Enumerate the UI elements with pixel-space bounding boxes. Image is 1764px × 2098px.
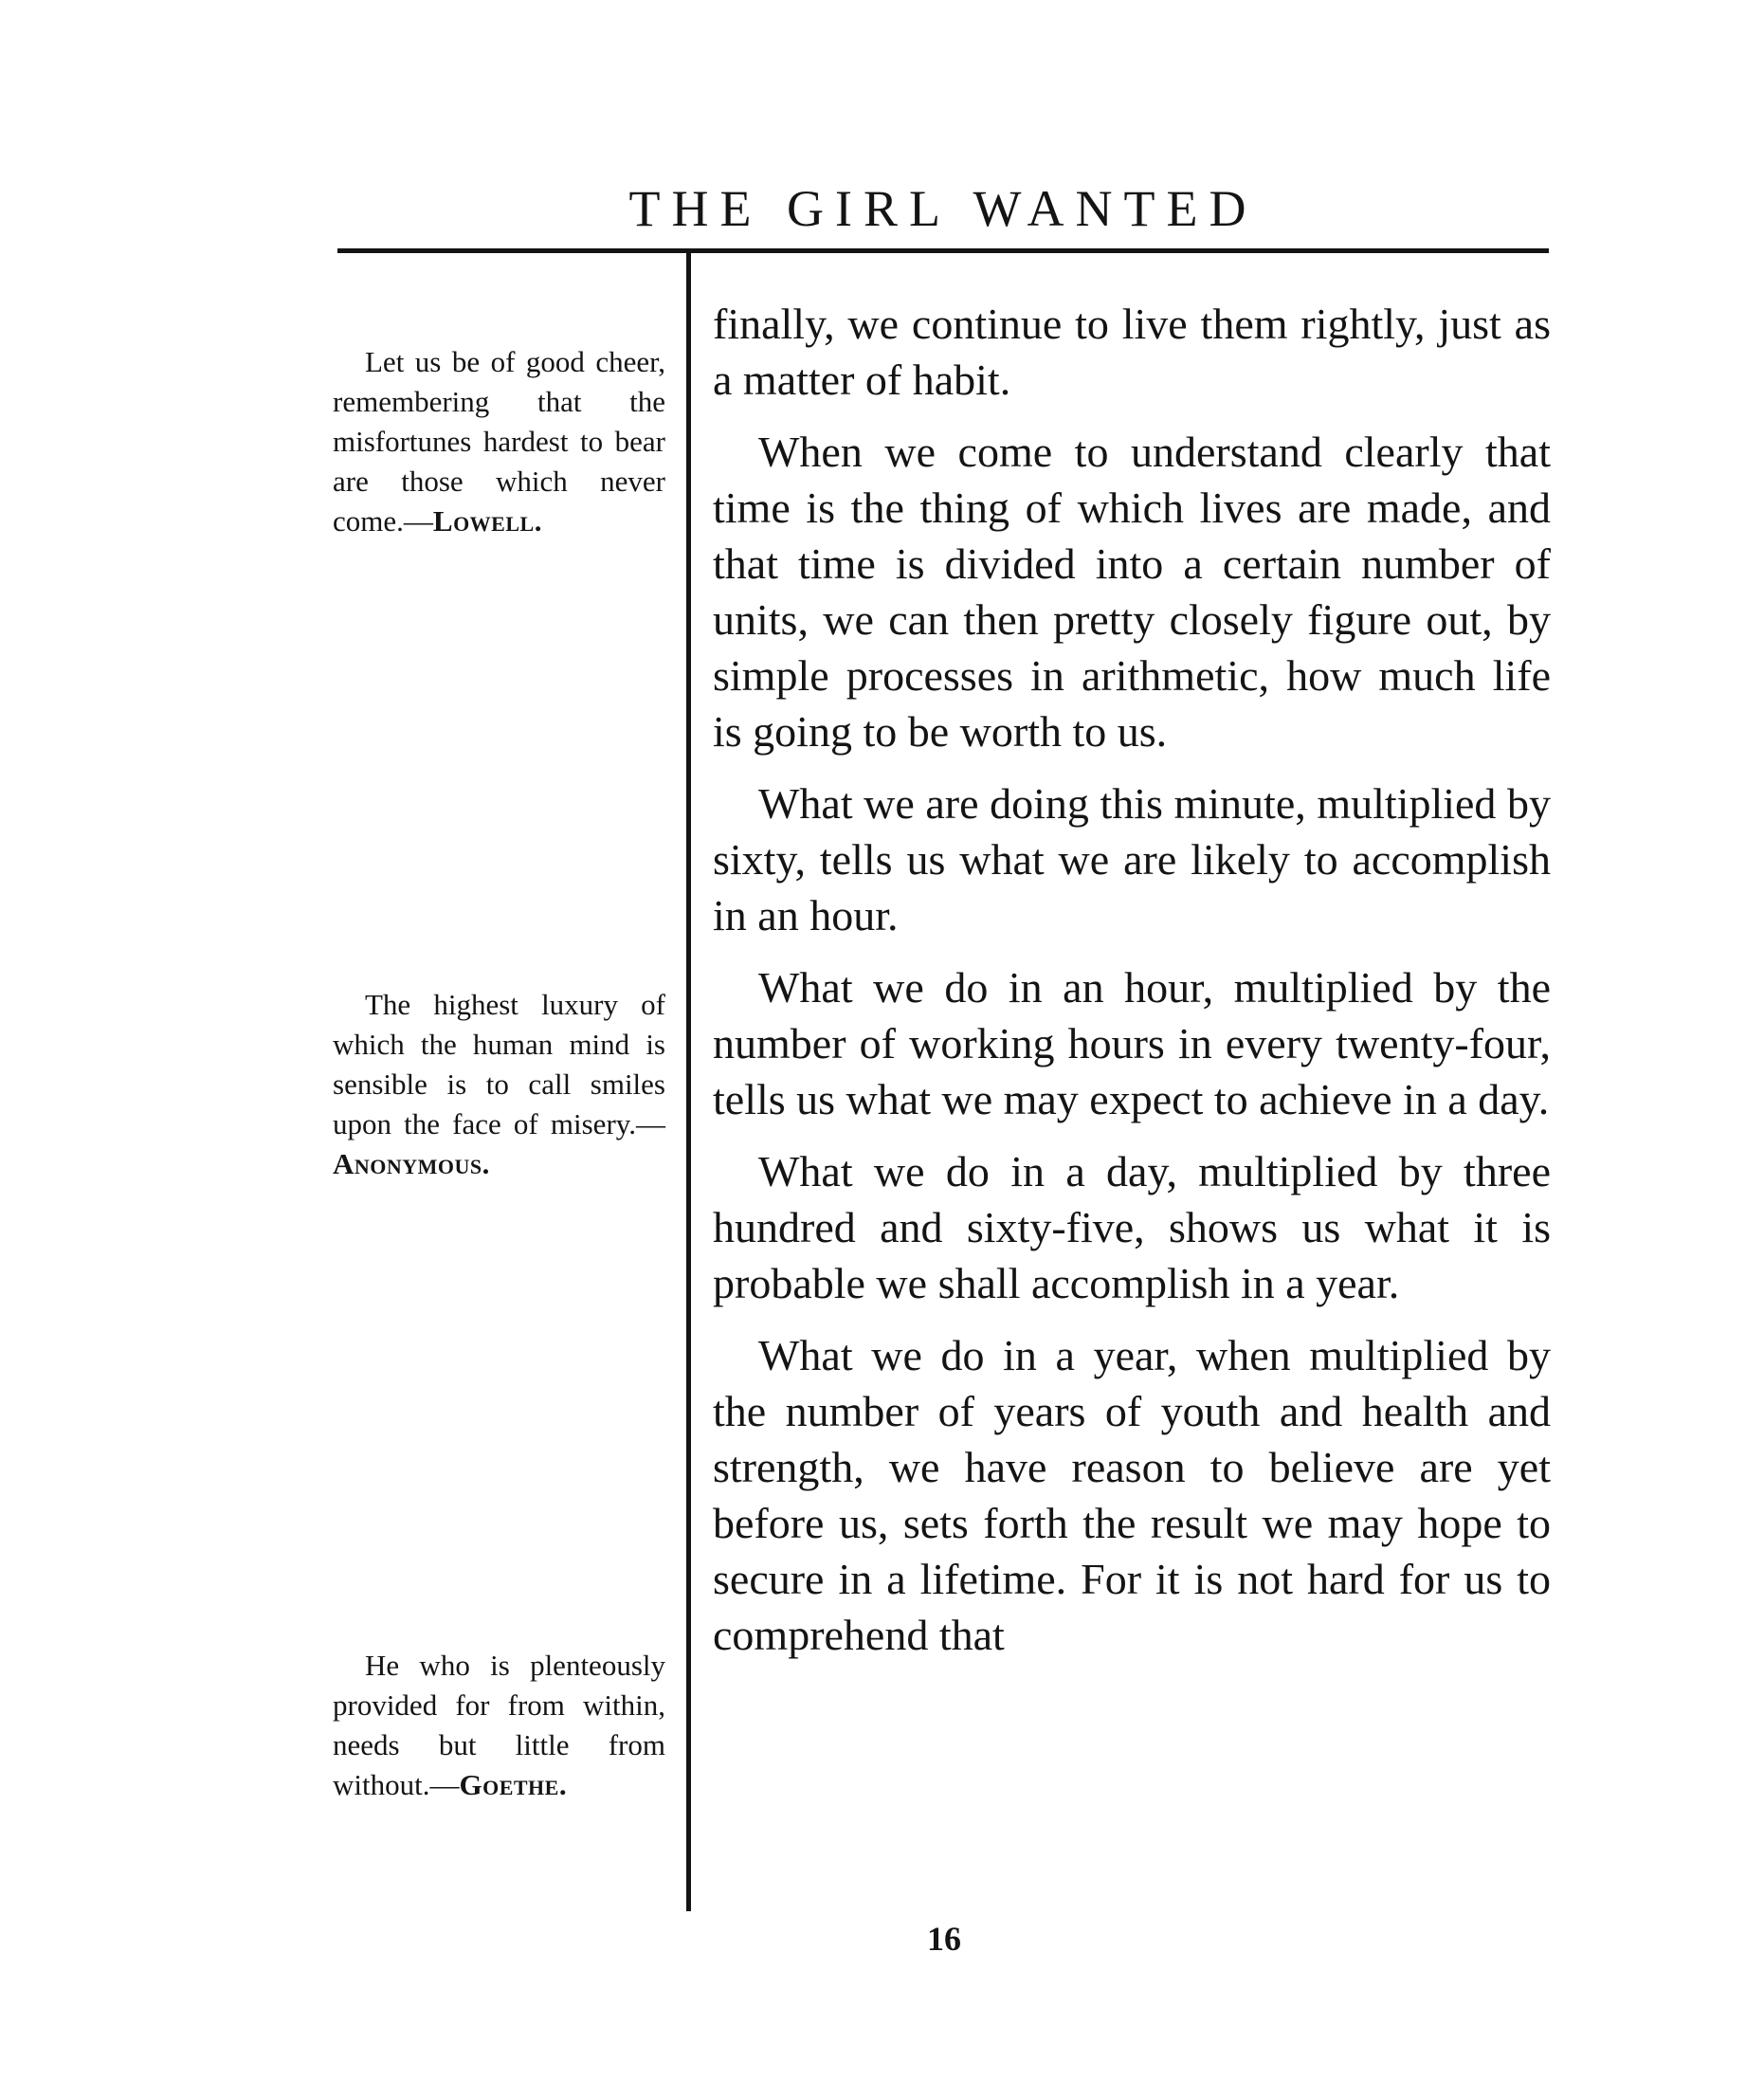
- body-paragraph: What we are doing this minute, multiplied by sixty, tells us what we are likely to accomplish in an hour.: [713, 779, 1551, 940]
- sidenote-author: Lowell.: [432, 504, 542, 538]
- sidenote-quote: [333, 342, 665, 541]
- sidenote-text: The highest luxury of which the human mind is sensible is to call smiles upon the face of misery.—: [333, 988, 665, 1140]
- column-divider-rule: [686, 252, 691, 1911]
- sidenote-quote: [333, 1646, 665, 1805]
- sidenote-author: Anonymous.: [333, 1147, 490, 1180]
- sidenote-text: He who is plenteously provided for from within, needs but little from without.—: [333, 1649, 665, 1801]
- body-paragraph: What we do in a day, multiplied by three hundred and sixty-five, shows us what it is probable we shall accomplish in a year.: [713, 1147, 1551, 1307]
- body-paragraph: When we come to understand clearly that time is the thing of which lives are made, and that time is divided into a certain number of units, we can then pretty closely figure out, by simple processes in arithmetic, how much life is going to be worth to us.: [713, 428, 1551, 756]
- sidenote-text: Let us be of good cheer, remembering that the misfortunes hardest to bear are those which never come.—: [333, 345, 665, 538]
- body-paragraph: What we do in a year, when multiplied by the number of years of youth and health and strength, we have reason to believe are yet before us, sets forth the result we may hope to secure in a lifetime. For it is not hard for us to comprehend that: [713, 1331, 1551, 1659]
- main-text-column: [713, 296, 1551, 1679]
- sidenote-quote: [333, 985, 665, 1184]
- body-paragraph: What we do in an hour, multiplied by the number of working hours in every twenty-four, tells us what we may expect to achieve in a day.: [713, 963, 1551, 1123]
- page-number: 16: [927, 1920, 961, 1958]
- sidenote-author: Goethe.: [459, 1768, 568, 1801]
- header-rule: [337, 248, 1549, 253]
- body-paragraph: finally, we continue to live them rightly, just as a matter of habit.: [713, 300, 1551, 404]
- running-head-title: THE GIRL WANTED: [628, 180, 1258, 237]
